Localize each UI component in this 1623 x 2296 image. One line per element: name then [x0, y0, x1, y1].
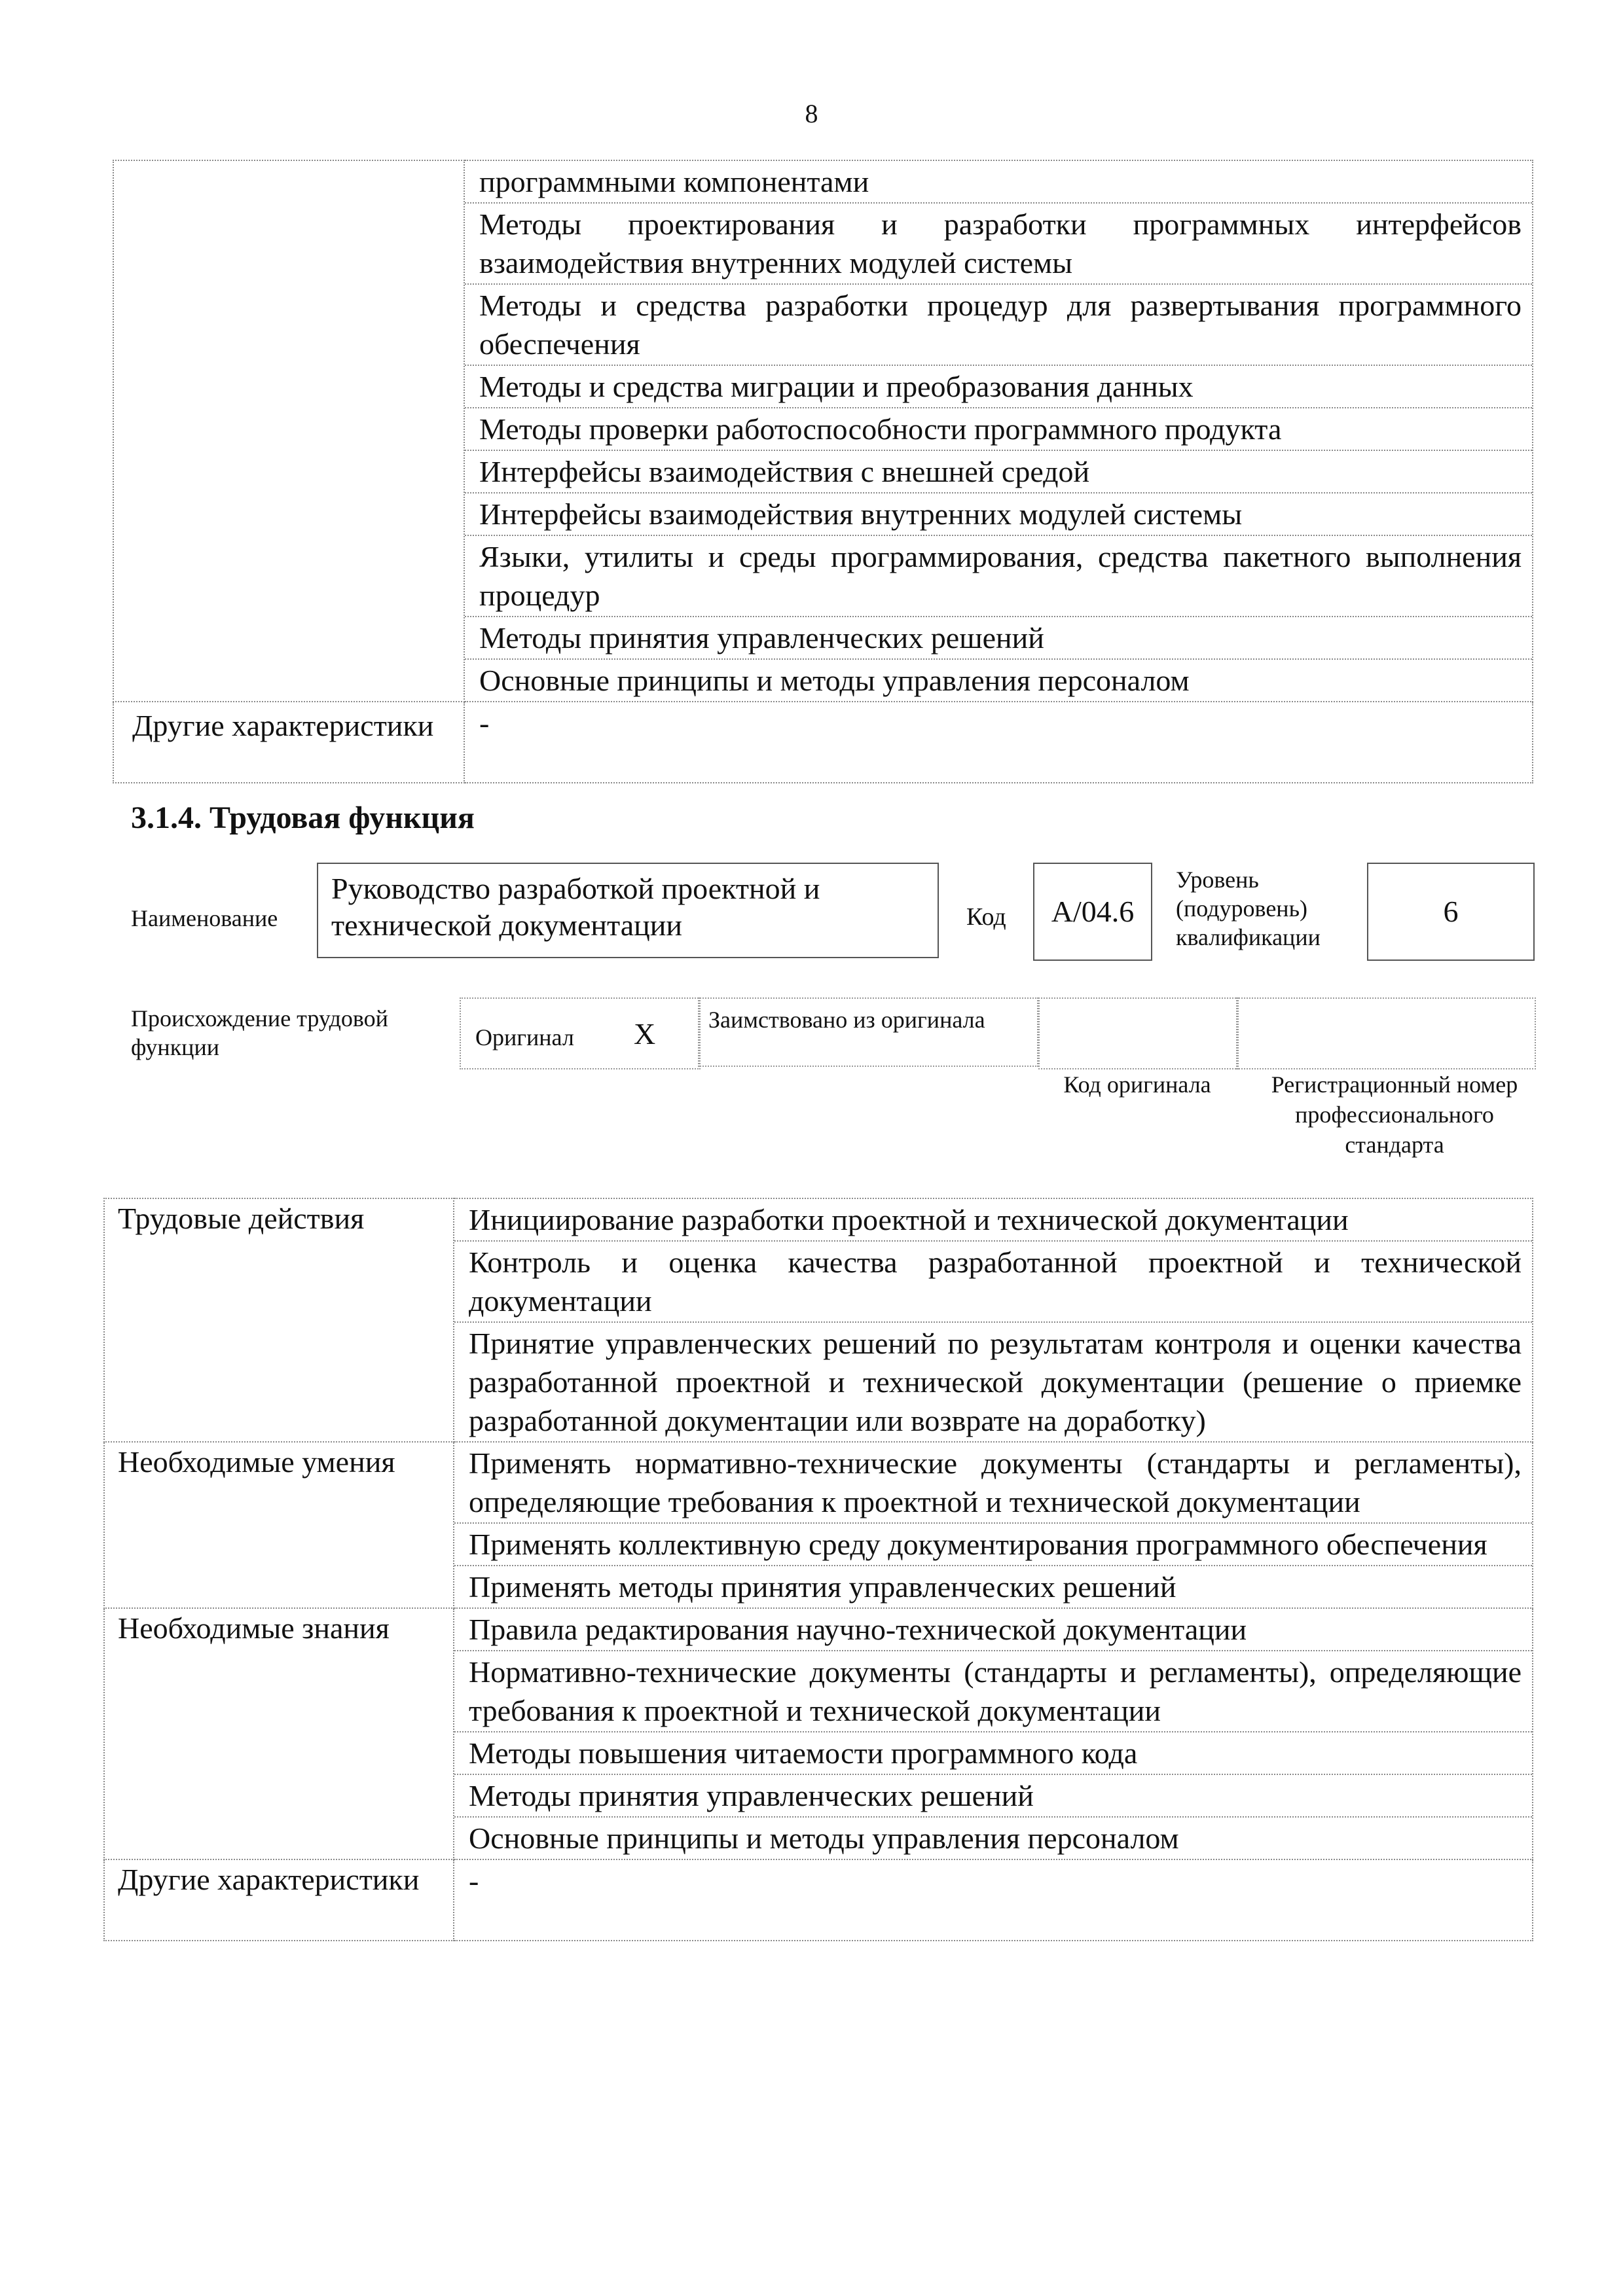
labor-actions-cell [454, 1198, 1533, 1442]
list-item: Нормативно-технические документы (стандарты и регламенты), определяющие требования к проектной и технической документации [454, 1651, 1532, 1732]
page-number: 8 [805, 99, 818, 128]
list-item: Методы принятия управленческих решений [465, 617, 1532, 660]
original-code-cell [1038, 997, 1239, 1069]
required-knowledge-cell [454, 1608, 1533, 1859]
table-row [113, 160, 1533, 702]
level-value-box: 6 [1367, 863, 1535, 961]
knowledge-table-continued [113, 160, 1533, 783]
list-item: Методы повышения читаемости программного кода [454, 1732, 1532, 1775]
list-item: Методы принятия управленческих решений [454, 1775, 1532, 1818]
labor-actions-label: Трудовые действия [104, 1198, 454, 1442]
function-details-table [103, 1198, 1533, 1941]
list-item: Инициирование разработки проектной и технической документации [454, 1199, 1532, 1242]
list-item: Контроль и оценка качества разработанной проектной и технической документации [454, 1242, 1532, 1323]
list-item: Основные принципы и методы управления персоналом [479, 664, 1190, 697]
table-row [104, 1198, 1533, 1442]
list-item: Методы и средства разработки процедур для развертывания программного обеспечения [465, 285, 1532, 366]
origin-label: Происхождение трудовой функции [131, 1005, 388, 1060]
list-item: Интерфейсы взаимодействия с внешней средой [465, 451, 1532, 493]
table-row [104, 1608, 1533, 1859]
registration-number-cell [1236, 997, 1536, 1069]
list-item: Основные принципы и методы управления персоналом [469, 1821, 1179, 1855]
original-mark: X [634, 1017, 656, 1050]
list-item: Языки, утилиты и среды программирования, средства пакетного выполнения процедур [465, 536, 1532, 617]
list-item: Принятие управленческих решений по результатам контроля и оценки качества разработанной проектной и технической документации (решение о приемке разработанной документации или возврате на доработку) [469, 1327, 1522, 1437]
other-characteristics-label: Другие характеристики [113, 702, 464, 783]
required-knowledge-label: Необходимые знания [104, 1608, 454, 1859]
list-item: программными компонентами [465, 161, 1532, 204]
other-characteristics-value: - [469, 1864, 479, 1897]
list-item: Применять нормативно-технические документы (стандарты и регламенты), определяющие требования к проектной и технической документации [454, 1443, 1532, 1524]
other-characteristics-value: - [479, 706, 490, 740]
other-characteristics-cell [454, 1859, 1533, 1941]
list-item: Применять коллективную среду документирования программного обеспечения [454, 1524, 1532, 1566]
list-item: Применять методы принятия управленческих решений [469, 1570, 1176, 1604]
items-cell [464, 160, 1533, 702]
other-characteristics-label: Другие характеристики [104, 1859, 454, 1941]
list-item: Правила редактирования научно-технической документации [454, 1609, 1532, 1651]
required-skills-cell [454, 1442, 1533, 1608]
table-row [104, 1859, 1533, 1941]
code-value-box: A/04.6 [1033, 863, 1152, 961]
name-label: Наименование [131, 905, 278, 931]
function-name-box: Руководство разработкой проектной и технической документации [317, 863, 939, 958]
list-item: Методы проектирования и разработки программных интерфейсов взаимодействия внутренних модулей системы [465, 204, 1532, 285]
registration-number-caption: Регистрационный номер профессионального стандарта [1271, 1071, 1518, 1158]
code-label: Код [966, 903, 1006, 931]
section-heading: 3.1.4. Трудовая функция [131, 800, 475, 835]
other-characteristics-cell [464, 702, 1533, 783]
original-cell [460, 997, 701, 1069]
required-skills-label: Необходимые умения [104, 1442, 454, 1608]
original-code-caption: Код оригинала [1063, 1071, 1211, 1098]
empty-label-cell [113, 160, 464, 702]
table-row [104, 1442, 1533, 1608]
list-item: Методы проверки работоспособности программного продукта [465, 408, 1532, 451]
list-item: Интерфейсы взаимодействия внутренних модулей системы [465, 493, 1532, 536]
original-label: Оригинал [475, 1024, 574, 1050]
list-item: Методы и средства миграции и преобразования данных [465, 366, 1532, 408]
table-row [113, 702, 1533, 783]
level-label: Уровень (подуровень) квалификации [1176, 867, 1321, 950]
borrowed-label: Заимствовано из оригинала [698, 997, 1038, 1067]
